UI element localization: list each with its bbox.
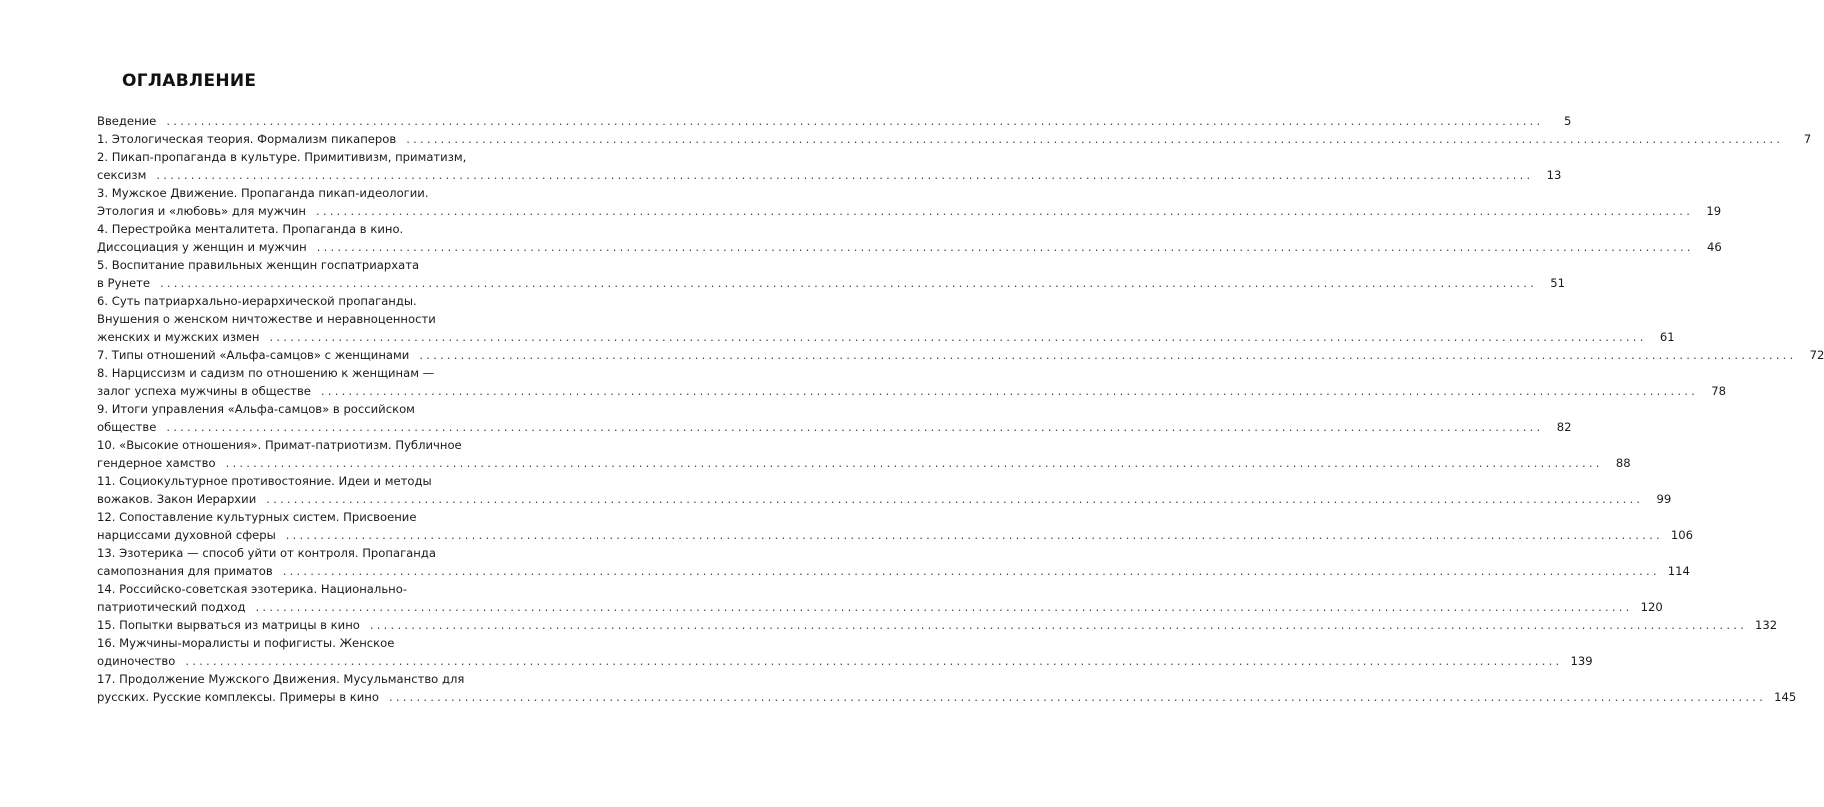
toc-entry-title-line: 11. Социокультурное противостояние. Идеи и методы bbox=[97, 474, 432, 488]
toc-entry-title-line: 8. Нарциссизм и садизм по отношению к женщинам — bbox=[97, 366, 435, 380]
toc-entry-title-line: 17. Продолжение Мужского Движения. Мусульманство для bbox=[97, 672, 465, 686]
page-title: ОГЛАВЛЕНИЕ bbox=[122, 71, 257, 91]
toc-page-number: 61 bbox=[1659, 330, 1675, 344]
toc-page-number: 145 bbox=[1774, 690, 1797, 704]
dot-leader: ........................................................................................................................................................................................................ bbox=[266, 492, 1644, 506]
toc-entry-last-line bbox=[97, 490, 1672, 508]
toc-entry-title-line: 14. Российско-советская эзотерика. Национально- bbox=[97, 582, 408, 596]
dot-leader: ........................................................................................................................................................................................................ bbox=[225, 456, 1603, 470]
toc-entry-title-line: 5. Воспитание правильных женщин госпатриархата bbox=[97, 258, 420, 272]
toc-entry-title-line: Введение bbox=[97, 114, 157, 128]
toc-page-number: 78 bbox=[1711, 384, 1726, 398]
toc-entry-title-line: сексизм bbox=[97, 168, 147, 182]
toc-entry-last-line bbox=[97, 346, 1824, 364]
toc-entry-title-line: в Рунете bbox=[97, 276, 150, 290]
toc-entry-last-line bbox=[97, 112, 1572, 130]
dot-leader: ........................................................................................................................................................................................................ bbox=[406, 132, 1784, 146]
toc-entry-last-line bbox=[97, 454, 1631, 472]
toc-entry-title-line: вожаков. Закон Иерархии bbox=[97, 492, 257, 506]
toc-entry[interactable] bbox=[97, 184, 1722, 220]
toc-entry-last-line bbox=[97, 526, 1693, 544]
toc-page-number: 7 bbox=[1803, 132, 1812, 146]
toc-entry-title-line: 1. Этологическая теория. Формализм пикаперов bbox=[97, 132, 397, 146]
toc-entry-last-line bbox=[97, 202, 1722, 220]
toc-page-number: 13 bbox=[1546, 168, 1562, 182]
dot-leader: ........................................................................................................................................................................................................ bbox=[285, 528, 1663, 542]
dot-leader: ........................................................................................................................................................................................................ bbox=[156, 168, 1534, 182]
dot-leader: ........................................................................................................................................................................................................ bbox=[419, 348, 1797, 362]
toc-entry-last-line bbox=[97, 562, 1690, 580]
toc-page-number: 82 bbox=[1556, 420, 1572, 434]
toc-entry-title-line: обществе bbox=[97, 420, 157, 434]
toc-page-number: 46 bbox=[1707, 240, 1722, 254]
toc-entry-last-line bbox=[97, 274, 1566, 292]
dot-leader: ........................................................................................................................................................................................................ bbox=[282, 564, 1660, 578]
toc-entry-title-line: самопознания для приматов bbox=[97, 564, 273, 578]
toc-entry[interactable] bbox=[97, 544, 1690, 580]
toc-entry-title-line: 10. «Высокие отношения». Примат-патриотизм. Публичное bbox=[97, 438, 462, 452]
toc-page-number: 106 bbox=[1670, 528, 1693, 542]
toc-page-number: 88 bbox=[1615, 456, 1631, 470]
dot-leader: ........................................................................................................................................................................................................ bbox=[388, 690, 1767, 704]
toc-page-number: 114 bbox=[1667, 564, 1690, 578]
toc-entry[interactable] bbox=[97, 148, 1562, 184]
toc-page-number: 99 bbox=[1656, 492, 1672, 506]
toc-entry-title-line: 3. Мужское Движение. Пропаганда пикап-идеологии. bbox=[97, 186, 429, 200]
toc-entry-title-line: нарциссами духовной сферы bbox=[97, 528, 276, 542]
toc-entry[interactable] bbox=[97, 400, 1572, 436]
dot-leader: ........................................................................................................................................................................................................ bbox=[269, 330, 1647, 344]
toc-entry-title-line: 2. Пикап-пропаганда в культуре. Примитивизм, приматизм, bbox=[97, 150, 467, 164]
toc-entry[interactable] bbox=[97, 472, 1672, 508]
toc-entry-title-line: Этология и «любовь» для мужчин bbox=[97, 204, 307, 218]
toc-entry[interactable] bbox=[97, 346, 1824, 364]
toc-page-number: 5 bbox=[1564, 114, 1572, 128]
toc-entry-last-line bbox=[97, 130, 1812, 148]
toc-page-number: 139 bbox=[1570, 654, 1593, 668]
toc-entry-title-line: 13. Эзотерика — способ уйти от контроля. Пропаганда bbox=[97, 546, 436, 560]
toc-entry-title-line: одиночество bbox=[97, 654, 176, 668]
toc-entry-title-line: 15. Попытки вырваться из матрицы в кино bbox=[97, 618, 360, 632]
toc-entry-last-line bbox=[97, 166, 1562, 184]
toc-entry[interactable] bbox=[97, 580, 1663, 616]
toc-entry[interactable] bbox=[97, 112, 1572, 130]
toc-entry[interactable] bbox=[97, 220, 1722, 256]
toc-page-number: 51 bbox=[1550, 276, 1566, 290]
table-of-contents bbox=[97, 112, 1824, 706]
toc-entry-title-line: 7. Типы отношений «Альфа-самцов» с женщинами bbox=[97, 348, 410, 362]
toc-entry-last-line bbox=[97, 688, 1797, 706]
dot-leader: ........................................................................................................................................................................................................ bbox=[185, 654, 1563, 668]
dot-leader: ........................................................................................................................................................................................................ bbox=[316, 240, 1694, 254]
toc-entry-title-line: 9. Итоги управления «Альфа-самцов» в российском bbox=[97, 402, 415, 416]
toc-entry[interactable] bbox=[97, 670, 1797, 706]
toc-entry[interactable] bbox=[97, 130, 1812, 148]
toc-entry-last-line bbox=[97, 598, 1663, 616]
toc-entry-title-line: Диссоциация у женщин и мужчин bbox=[97, 240, 307, 254]
toc-entry-last-line bbox=[97, 418, 1572, 436]
toc-entry-title-line: Внушения о женском ничтожестве и неравноценности bbox=[97, 312, 436, 326]
toc-entry-title-line: женских и мужских измен bbox=[97, 330, 260, 344]
toc-entry-last-line bbox=[97, 652, 1593, 670]
dot-leader: ........................................................................................................................................................................................................ bbox=[166, 114, 1544, 128]
toc-entry-last-line bbox=[97, 328, 1675, 346]
toc-entry-last-line bbox=[97, 382, 1726, 400]
toc-entry[interactable] bbox=[97, 634, 1593, 670]
toc-entry[interactable] bbox=[97, 508, 1693, 544]
dot-leader: ........................................................................................................................................................................................................ bbox=[255, 600, 1633, 614]
toc-entry[interactable] bbox=[97, 436, 1631, 472]
dot-leader: ........................................................................................................................................................................................................ bbox=[316, 204, 1694, 218]
toc-entry-title-line: гендерное хамство bbox=[97, 456, 216, 470]
toc-entry-title-line: русских. Русские комплексы. Примеры в кино bbox=[97, 690, 379, 704]
toc-entry-title-line: 6. Суть патриархально-иерархической пропаганды. bbox=[97, 294, 417, 308]
toc-entry-title-line: 12. Сопоставление культурных систем. Присвоение bbox=[97, 510, 417, 524]
toc-page-number: 120 bbox=[1640, 600, 1663, 614]
toc-entry[interactable] bbox=[97, 256, 1566, 292]
dot-leader: ........................................................................................................................................................................................................ bbox=[369, 618, 1747, 632]
toc-page-number: 19 bbox=[1706, 204, 1722, 218]
toc-entry-last-line bbox=[97, 616, 1778, 634]
dot-leader: ........................................................................................................................................................................................................ bbox=[159, 276, 1538, 290]
dot-leader: ........................................................................................................................................................................................................ bbox=[320, 384, 1698, 398]
toc-entry-title-line: залог успеха мужчины в обществе bbox=[97, 384, 311, 398]
toc-entry-title-line: 16. Мужчины-моралисты и пофигисты. Женское bbox=[97, 636, 395, 650]
toc-entry-title-line: 4. Перестройка менталитета. Пропаганда в кино. bbox=[97, 222, 404, 236]
toc-entry[interactable] bbox=[97, 364, 1726, 400]
toc-entry-last-line bbox=[97, 238, 1722, 256]
toc-page-number: 132 bbox=[1754, 618, 1778, 632]
dot-leader: ........................................................................................................................................................................................................ bbox=[166, 420, 1544, 434]
toc-entry[interactable] bbox=[97, 616, 1778, 634]
toc-entry[interactable] bbox=[97, 292, 1675, 346]
toc-entry-title-line: патриотический подход bbox=[97, 600, 246, 614]
toc-page-number: 72 bbox=[1809, 348, 1824, 362]
